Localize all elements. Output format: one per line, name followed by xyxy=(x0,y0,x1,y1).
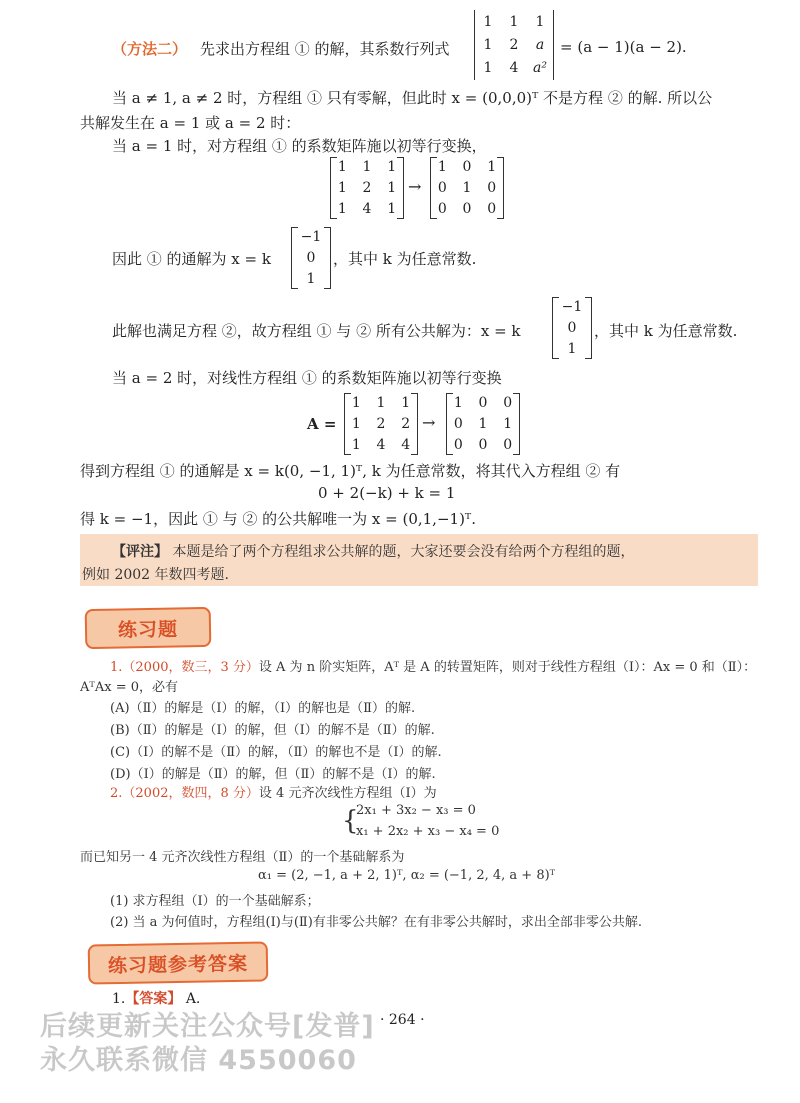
method-intro: 先求出方程组 ① 的解，其系数行列式 xyxy=(200,40,450,58)
matrix-a2-reduced xyxy=(446,393,520,455)
matrix-cell: 0 xyxy=(453,436,463,453)
paragraph-line: 当 a = 1 时，对方程组 ① 的系数矩阵施以初等行变换， xyxy=(112,137,487,155)
system-equation-2: x₁ + 2x₂ + x₃ − x₄ = 0 xyxy=(356,824,500,839)
matrix-cell: 0 xyxy=(437,200,447,217)
matrix-cell: 2 xyxy=(362,179,372,196)
common-solution-prefix: 此解也满足方程 ②，故方程组 ① 与 ② 所有公共解为：x = k xyxy=(112,322,521,340)
matrix-cell: 1 xyxy=(453,395,463,412)
exercise-source: 2.（2002，数四，8 分） xyxy=(110,786,259,801)
system-equation-1: 2x₁ + 3x₂ − x₃ = 0 xyxy=(356,803,476,818)
comment-text: 本题是给了两个方程组求公共解的题，大家还要会没有给两个方程组的题， xyxy=(172,544,635,560)
equation-line: 0 + 2(−k) + k = 1 xyxy=(318,484,456,502)
exercise-text: 设 4 元齐次线性方程组（Ⅰ）为 xyxy=(258,786,437,801)
paragraph-line: 当 a = 2 时，对线性方程组 ① 的系数矩阵施以初等行变换 xyxy=(112,369,502,387)
matrix-cell: 0 xyxy=(437,179,447,196)
matrix-cell: 0 xyxy=(503,436,513,453)
basis-vectors: α₁ = (2, −1, a + 2, 1)ᵀ, α₂ = (−1, 2, 4, a + 8)ᵀ xyxy=(258,868,556,883)
det-cell: 1 xyxy=(483,36,493,53)
transform-arrow-icon: → xyxy=(422,413,436,432)
matrix-cell: 4 xyxy=(376,436,386,453)
watermark-line: 永久联系微信 4550060 xyxy=(40,1045,357,1076)
exercise-text: 设 A 为 n 阶实矩阵，Aᵀ 是 A 的转置矩阵，则对于线性方程组（Ⅰ）：Ax = 0 和（Ⅱ）： xyxy=(258,660,757,675)
det-result: = (a − 1)(a − 2). xyxy=(560,38,687,56)
option-d: (D)（Ⅰ）的解是（Ⅱ）的解，但（Ⅱ）的解不是（Ⅰ）的解. xyxy=(110,767,436,782)
matrix-label: A = xyxy=(307,415,337,433)
det-cell: 4 xyxy=(509,60,519,77)
matrix-cell: 1 xyxy=(351,415,361,432)
matrix-cell: 0 xyxy=(478,436,488,453)
answers-heading: 练习题参考答案 xyxy=(88,941,269,984)
matrix-cell: 1 xyxy=(376,395,386,412)
exercise-1-line xyxy=(110,656,756,675)
matrix-cell: 0 xyxy=(462,200,472,217)
matrix-cell: 1 xyxy=(478,415,488,432)
exercise-text: AᵀAx = 0，必有 xyxy=(80,680,178,695)
matrix-cell: 4 xyxy=(401,436,411,453)
matrix-cell: 0 xyxy=(453,415,463,432)
vector-cell: −1 xyxy=(561,299,583,316)
matrix-cell: 1 xyxy=(337,179,347,196)
answer-tag: 【答案】 xyxy=(125,991,182,1007)
vector-cell: 1 xyxy=(567,340,577,357)
matrix-cell: 1 xyxy=(362,159,372,176)
answer-number: 1. xyxy=(112,991,126,1007)
common-solution-vector xyxy=(552,297,592,359)
matrix-cell: 1 xyxy=(401,395,411,412)
matrix-cell: 0 xyxy=(503,395,513,412)
det-cell: a² xyxy=(533,60,547,77)
comment-line xyxy=(112,541,634,561)
paragraph-line: 得 k = −1，因此 ① 与 ② 的公共解唯一为 x = (0,1,−1)ᵀ. xyxy=(80,510,476,528)
solution-prefix: 因此 ① 的通解为 x = k xyxy=(112,250,271,268)
matrix-cell: 1 xyxy=(503,415,513,432)
matrix-cell: 0 xyxy=(487,179,497,196)
matrix-cell: 1 xyxy=(351,436,361,453)
method-tag: （方法二） xyxy=(112,40,188,58)
det-cell: a xyxy=(535,36,545,53)
option-c: (C)（Ⅰ）的解不是（Ⅱ）的解，（Ⅱ）的解也不是（Ⅰ）的解. xyxy=(110,745,442,760)
matrix-cell: 1 xyxy=(387,200,397,217)
matrix-cell: 1 xyxy=(437,159,447,176)
vector-cell: −1 xyxy=(300,229,322,246)
common-solution-suffix: ，其中 k 为任意常数. xyxy=(594,322,738,340)
exercise-2-line xyxy=(110,782,437,801)
matrix-cell: 1 xyxy=(387,179,397,196)
page-number: · 264 · xyxy=(380,1012,425,1028)
matrix-a2-original xyxy=(344,393,418,455)
answer-value: A. xyxy=(185,991,201,1007)
question-1: (1) 求方程组（Ⅰ）的一个基础解系； xyxy=(110,894,320,909)
exercises-heading: 练习题 xyxy=(85,607,212,649)
paragraph-line: 当 a ≠ 1, a ≠ 2 时，方程组 ① 只有零解，但此时 x = (0,0,0)ᵀ 不是方程 ② 的解. 所以公 xyxy=(112,89,713,107)
matrix-cell: 4 xyxy=(362,200,372,217)
exercise-text: 而已知另一 4 元齐次线性方程组（Ⅱ）的一个基础解系为 xyxy=(80,850,405,865)
coefficient-determinant xyxy=(474,10,554,80)
matrix-cell: 1 xyxy=(462,179,472,196)
option-a: (A)（Ⅱ）的解是（Ⅰ）的解，（Ⅰ）的解也是（Ⅱ）的解. xyxy=(110,701,416,716)
det-cell: 1 xyxy=(483,60,493,77)
watermark-line: 后续更新关注公众号[发普] xyxy=(40,1011,375,1042)
matrix-cell: 2 xyxy=(376,415,386,432)
matrix-a1-reduced xyxy=(430,157,504,219)
solution-suffix: ，其中 k 为任意常数. xyxy=(333,250,477,268)
vector-cell: 0 xyxy=(306,249,316,266)
comment-tag: 【评注】 xyxy=(112,544,168,560)
matrix-cell: 1 xyxy=(351,395,361,412)
paragraph-line: 共解发生在 a = 1 或 a = 2 时： xyxy=(80,114,301,132)
solution-vector xyxy=(291,227,331,289)
matrix-a1-original xyxy=(330,157,404,219)
vector-cell: 0 xyxy=(567,319,577,336)
matrix-cell: 1 xyxy=(387,159,397,176)
det-cell: 1 xyxy=(535,13,545,30)
option-b: (B)（Ⅱ）的解是（Ⅰ）的解，但（Ⅰ）的解不是（Ⅱ）的解. xyxy=(110,723,435,738)
matrix-cell: 1 xyxy=(337,200,347,217)
matrix-cell: 0 xyxy=(462,159,472,176)
equation-system-brace: { xyxy=(342,806,359,836)
transform-arrow-icon: → xyxy=(408,177,422,196)
vector-cell: 1 xyxy=(306,270,316,287)
det-cell: 2 xyxy=(509,36,519,53)
matrix-cell: 2 xyxy=(401,415,411,432)
det-cell: 1 xyxy=(509,13,519,30)
paragraph-line: 得到方程组 ① 的通解是 x = k(0, −1, 1)ᵀ, k 为任意常数，将其代入方程组 ② 有 xyxy=(80,462,621,480)
det-cell: 1 xyxy=(483,13,493,30)
comment-text: 例如 2002 年数四考题. xyxy=(82,567,229,583)
exercise-source: 1.（2000，数三，3 分） xyxy=(110,660,259,675)
question-2: (2) 当 a 为何值时，方程组(Ⅰ)与(Ⅱ)有非零公共解？在有非零公共解时，求出全部非零公共解. xyxy=(110,915,642,930)
matrix-cell: 1 xyxy=(337,159,347,176)
matrix-cell: 0 xyxy=(478,395,488,412)
matrix-cell: 0 xyxy=(487,200,497,217)
matrix-cell: 1 xyxy=(487,159,497,176)
